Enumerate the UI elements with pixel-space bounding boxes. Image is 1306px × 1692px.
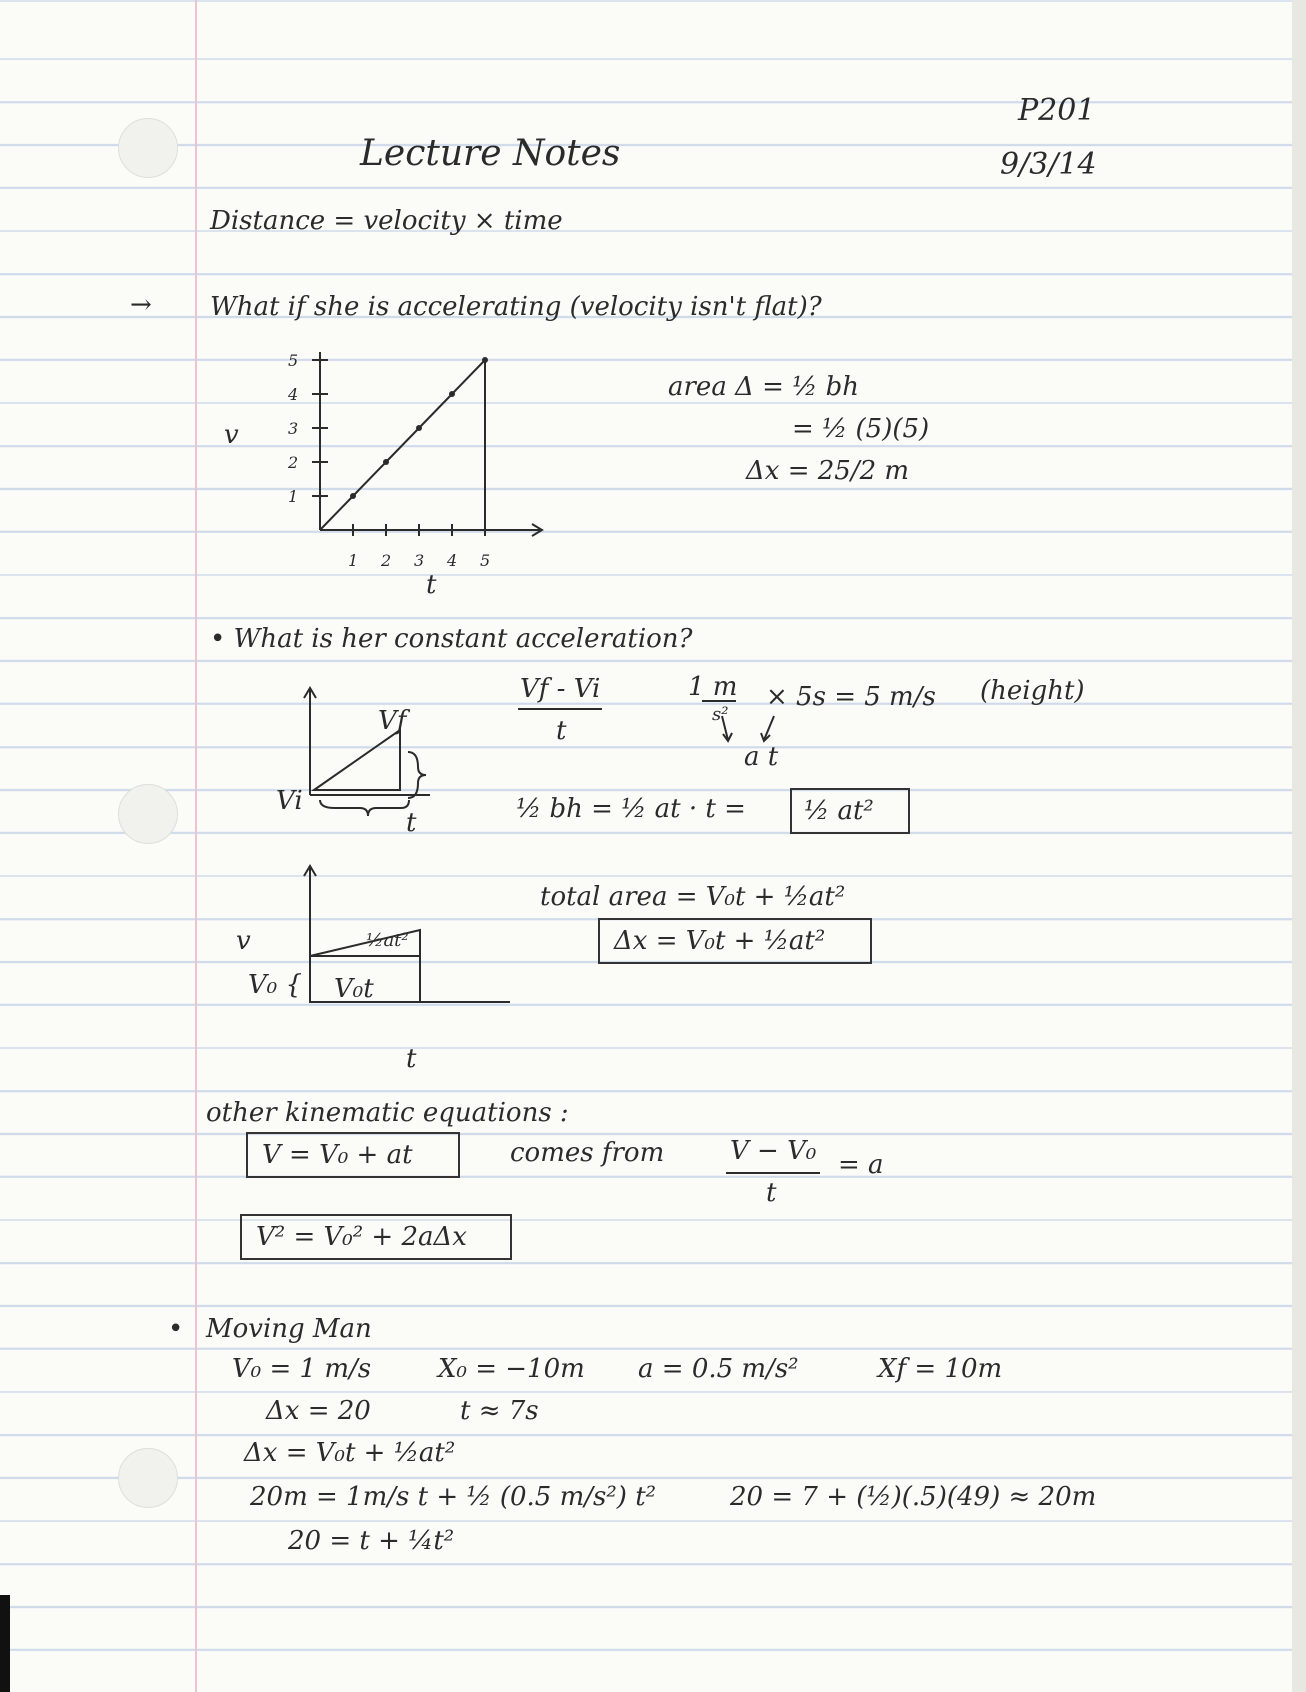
units-denominator: s²	[712, 704, 729, 725]
half-at2-boxed: ½ at²	[804, 796, 874, 826]
eq2-box	[240, 1214, 512, 1260]
graph1-y-tick-label: 5	[288, 351, 299, 370]
binding-edge	[0, 1595, 10, 1692]
moving-man-dx: Δx = 20	[266, 1396, 371, 1426]
moving-man-bullet: •	[168, 1314, 184, 1344]
graph1-y-tick-label: 4	[288, 385, 299, 404]
moving-man-x0: X₀ = −10m	[438, 1354, 585, 1384]
question-arrow: →	[130, 290, 152, 320]
graph1-y-label: v	[224, 420, 239, 450]
graph1-data-point	[449, 391, 455, 397]
eq1-boxed: V = V₀ + at	[262, 1140, 413, 1170]
v0-brace-label: V₀ {	[248, 970, 303, 1000]
moving-man-check: 20 = 7 + (½)(.5)(49) ≈ 20m	[730, 1482, 1097, 1512]
units-numerator: 1 m	[688, 672, 738, 702]
at-label: a t	[744, 742, 779, 772]
graph1-x-tick-label: 2	[381, 551, 392, 570]
total-area-equation: total area = V₀t + ½at²	[540, 882, 846, 912]
kinematics-heading: other kinematic equations :	[206, 1098, 569, 1128]
delta-x-box	[598, 918, 872, 964]
at-arrows	[710, 712, 780, 746]
diagram-triangle	[314, 730, 400, 790]
course-code: P201	[1018, 93, 1096, 128]
graph1-y-tick-label: 3	[288, 419, 299, 438]
graph1-data-point	[482, 357, 488, 363]
graph1-y-tick-label: 2	[288, 453, 299, 472]
kinematics-frac-bar	[726, 1170, 822, 1176]
eq1-box	[246, 1132, 460, 1178]
height-brace	[408, 752, 426, 798]
graph1-x-tick-label: 1	[348, 551, 359, 570]
distance-formula: Distance = velocity × time	[210, 206, 563, 236]
eq2-boxed: V² = V₀² + 2aΔx	[256, 1222, 467, 1252]
kinematics-frac-num: V − V₀	[730, 1136, 817, 1166]
height-note: (height)	[980, 676, 1085, 706]
binder-hole	[118, 784, 178, 844]
accel-frac-bar	[518, 706, 604, 712]
graph1-x-tick-label: 5	[480, 551, 491, 570]
graph1-x-label: t	[426, 570, 437, 600]
accel-frac-num: Vf - Vi	[520, 674, 601, 704]
acceleration-question: • What is her constant acceleration?	[210, 624, 693, 654]
margin-line	[195, 0, 197, 1692]
accel-frac-den: t	[556, 716, 567, 746]
kinematics-frac-den: t	[766, 1178, 777, 1208]
note-date: 9/3/14	[1000, 147, 1097, 182]
comes-from-text: comes from	[510, 1138, 665, 1168]
half-at2-triangle-label: ½at²	[366, 930, 409, 951]
moving-man-a: a = 0.5 m/s²	[638, 1354, 799, 1384]
page-title: Lecture Notes	[360, 133, 621, 174]
moving-man-heading: Moving Man	[206, 1314, 372, 1344]
v0t-label: V₀t	[334, 974, 374, 1004]
moving-man-t: t ≈ 7s	[460, 1396, 539, 1426]
binder-hole	[118, 1448, 178, 1508]
diagram-vf-label: Vf	[378, 706, 407, 736]
page-edge	[1292, 0, 1306, 1692]
units-result: × 5s = 5 m/s	[766, 682, 936, 712]
velocity-time-graph	[270, 340, 560, 580]
area-formula-line3: Δx = 25/2 m	[746, 456, 910, 486]
graph1-data-line	[320, 360, 485, 530]
total-area-diagram	[300, 860, 520, 1010]
binder-hole	[118, 118, 178, 178]
total-graph-x-label: t	[406, 1044, 417, 1074]
area-formula-line2: = ½ (5)(5)	[792, 414, 930, 444]
diagram-t-label: t	[406, 808, 417, 838]
accelerating-question: What if she is accelerating (velocity isn't flat)?	[210, 292, 822, 322]
graph1-data-point	[416, 425, 422, 431]
graph1-y-tick-label: 1	[288, 487, 299, 506]
half-at2-box	[790, 788, 910, 834]
moving-man-equation: Δx = V₀t + ½at²	[244, 1438, 456, 1468]
delta-x-boxed: Δx = V₀t + ½at²	[614, 926, 826, 956]
graph1-x-tick-label: 3	[414, 551, 425, 570]
base-brace	[320, 800, 409, 816]
half-bh-equation: ½ bh = ½ at · t =	[516, 794, 746, 824]
area-formula-line1: area Δ = ½ bh	[668, 372, 860, 402]
moving-man-simplified: 20 = t + ¼t²	[288, 1526, 455, 1556]
graph1-x-tick-label: 4	[447, 551, 458, 570]
graph1-data-point	[383, 459, 389, 465]
equals-a-text: = a	[838, 1150, 884, 1180]
diagram-vi-label: Vi	[276, 786, 303, 816]
moving-man-xf: Xf = 10m	[878, 1354, 1003, 1384]
total-graph-y-label: v	[236, 926, 251, 956]
graph1-data-point	[350, 493, 356, 499]
moving-man-substitution: 20m = 1m/s t + ½ (0.5 m/s²) t²	[250, 1482, 657, 1512]
moving-man-v0: V₀ = 1 m/s	[232, 1354, 372, 1384]
